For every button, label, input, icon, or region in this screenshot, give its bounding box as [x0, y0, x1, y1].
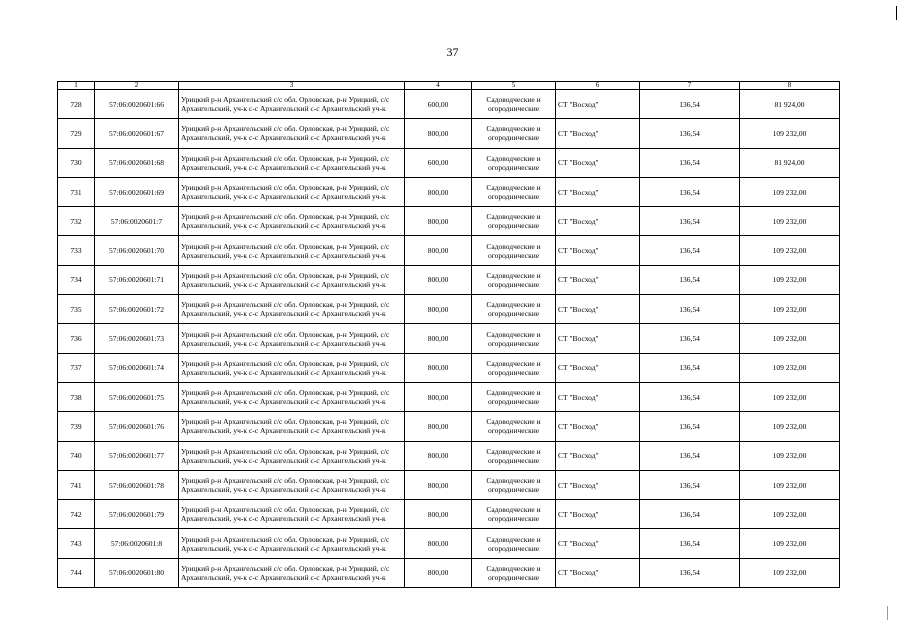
table-row — [58, 412, 840, 441]
area-cell: 800,00 — [405, 295, 472, 324]
owner-cell: СТ "Восход" — [556, 558, 640, 587]
area-cell: 800,00 — [405, 558, 472, 587]
area-cell: 800,00 — [405, 236, 472, 265]
cadastral-value-cell: 109 232,00 — [740, 207, 840, 236]
land-use-cell: Садоводческие и огороднические — [472, 177, 556, 206]
cadastral-rate-cell: 136,54 — [640, 382, 740, 411]
cadastral-rate-cell: 136,54 — [640, 500, 740, 529]
table-row — [58, 119, 840, 148]
area-cell: 800,00 — [405, 119, 472, 148]
area-cell: 800,00 — [405, 353, 472, 382]
table-row — [58, 90, 840, 119]
cadastral-rate-cell: 136,54 — [640, 470, 740, 499]
cadastral-value-cell: 109 232,00 — [740, 558, 840, 587]
owner-cell: СТ "Восход" — [556, 382, 640, 411]
cadastral-rate-cell: 136,54 — [640, 119, 740, 148]
cadastral-value-cell: 109 232,00 — [740, 500, 840, 529]
address-cell: Урицкий р-н Архангельский с/с обл. Орловская, р-н Урицкий, с/с Архангельский, уч-к с-с Архангельский с-с Архангельский уч-к — [179, 558, 405, 587]
cadastral-value-cell: 109 232,00 — [740, 441, 840, 470]
table-row — [58, 148, 840, 177]
cadastral-rate-cell: 136,54 — [640, 558, 740, 587]
cadastral-number-cell: 57:06:0020601:70 — [95, 236, 179, 265]
address-cell: Урицкий р-н Архангельский с/с обл. Орловская, р-н Урицкий, с/с Архангельский, уч-к с-с Архангельский с-с Архангельский уч-к — [179, 324, 405, 353]
land-use-cell: Садоводческие и огороднические — [472, 265, 556, 294]
owner-cell: СТ "Восход" — [556, 119, 640, 148]
cadastral-number-cell: 57:06:0020601:74 — [95, 353, 179, 382]
area-cell: 600,00 — [405, 90, 472, 119]
area-cell: 800,00 — [405, 265, 472, 294]
cadastral-rate-cell: 136,54 — [640, 441, 740, 470]
column-header: 6 — [556, 82, 640, 90]
cadastral-number-cell: 57:06:0020601:72 — [95, 295, 179, 324]
land-use-cell: Садоводческие и огороднические — [472, 353, 556, 382]
cadastral-number-cell: 57:06:0020601:73 — [95, 324, 179, 353]
cadastral-rate-cell: 136,54 — [640, 412, 740, 441]
row-number-cell: 737 — [58, 353, 95, 382]
area-cell: 800,00 — [405, 382, 472, 411]
table-row — [58, 353, 840, 382]
cadastral-number-cell: 57:06:0020601:8 — [95, 529, 179, 558]
address-cell: Урицкий р-н Архангельский с/с обл. Орловская, р-н Урицкий, с/с Архангельский, уч-к с-с Архангельский с-с Архангельский уч-к — [179, 353, 405, 382]
column-header: 3 — [179, 82, 405, 90]
cadastral-number-cell: 57:06:0020601:7 — [95, 207, 179, 236]
area-cell: 800,00 — [405, 529, 472, 558]
land-use-cell: Садоводческие и огороднические — [472, 470, 556, 499]
cadastral-value-cell: 109 232,00 — [740, 265, 840, 294]
land-use-cell: Садоводческие и огороднические — [472, 324, 556, 353]
area-cell: 600,00 — [405, 148, 472, 177]
cadastral-number-cell: 57:06:0020601:69 — [95, 177, 179, 206]
column-header: 2 — [95, 82, 179, 90]
land-use-cell: Садоводческие и огороднические — [472, 90, 556, 119]
cadastral-value-cell: 109 232,00 — [740, 324, 840, 353]
address-cell: Урицкий р-н Архангельский с/с обл. Орловская, р-н Урицкий, с/с Архангельский, уч-к с-с Архангельский с-с Архангельский уч-к — [179, 207, 405, 236]
row-number-cell: 744 — [58, 558, 95, 587]
land-use-cell: Садоводческие и огороднические — [472, 148, 556, 177]
cadastral-number-cell: 57:06:0020601:66 — [95, 90, 179, 119]
address-cell: Урицкий р-н Архангельский с/с обл. Орловская, р-н Урицкий, с/с Архангельский, уч-к с-с Архангельский с-с Архангельский уч-к — [179, 412, 405, 441]
row-number-cell: 739 — [58, 412, 95, 441]
owner-cell: СТ "Восход" — [556, 529, 640, 558]
address-cell: Урицкий р-н Архангельский с/с обл. Орловская, р-н Урицкий, с/с Архангельский, уч-к с-с Архангельский с-с Архангельский уч-к — [179, 470, 405, 499]
owner-cell: СТ "Восход" — [556, 207, 640, 236]
owner-cell: СТ "Восход" — [556, 177, 640, 206]
cadastral-number-cell: 57:06:0020601:77 — [95, 441, 179, 470]
scan-edge-mark — [896, 6, 897, 20]
area-cell: 800,00 — [405, 207, 472, 236]
row-number-cell: 743 — [58, 529, 95, 558]
owner-cell: СТ "Восход" — [556, 500, 640, 529]
area-cell: 800,00 — [405, 412, 472, 441]
column-header: 7 — [640, 82, 740, 90]
cadastral-value-cell: 109 232,00 — [740, 470, 840, 499]
land-use-cell: Садоводческие и огороднические — [472, 207, 556, 236]
cadastral-rate-cell: 136,54 — [640, 90, 740, 119]
owner-cell: СТ "Восход" — [556, 470, 640, 499]
cadastral-value-cell: 109 232,00 — [740, 236, 840, 265]
row-number-cell: 738 — [58, 382, 95, 411]
land-use-cell: Садоводческие и огороднические — [472, 441, 556, 470]
area-cell: 800,00 — [405, 470, 472, 499]
owner-cell: СТ "Восход" — [556, 265, 640, 294]
scan-faint-mark — [887, 606, 888, 620]
address-cell: Урицкий р-н Архангельский с/с обл. Орловская, р-н Урицкий, с/с Архангельский, уч-к с-с Архангельский с-с Архангельский уч-к — [179, 177, 405, 206]
row-number-cell: 729 — [58, 119, 95, 148]
owner-cell: СТ "Восход" — [556, 236, 640, 265]
area-cell: 800,00 — [405, 324, 472, 353]
table-row — [58, 295, 840, 324]
cadastral-rate-cell: 136,54 — [640, 529, 740, 558]
page-number: 37 — [446, 45, 459, 59]
address-cell: Урицкий р-н Архангельский с/с обл. Орловская, р-н Урицкий, с/с Архангельский, уч-к с-с Архангельский с-с Архангельский уч-к — [179, 148, 405, 177]
cadastral-rate-cell: 136,54 — [640, 295, 740, 324]
owner-cell: СТ "Восход" — [556, 441, 640, 470]
table-row — [58, 236, 840, 265]
table-row — [58, 207, 840, 236]
land-use-cell: Садоводческие и огороднические — [472, 295, 556, 324]
cadastral-rate-cell: 136,54 — [640, 353, 740, 382]
table-row — [58, 500, 840, 529]
land-registry-table — [57, 81, 840, 588]
area-cell: 800,00 — [405, 177, 472, 206]
owner-cell: СТ "Восход" — [556, 324, 640, 353]
table-row — [58, 265, 840, 294]
address-cell: Урицкий р-н Архангельский с/с обл. Орловская, р-н Урицкий, с/с Архангельский, уч-к с-с Архангельский с-с Архангельский уч-к — [179, 500, 405, 529]
table-row — [58, 470, 840, 499]
row-number-cell: 740 — [58, 441, 95, 470]
column-header: 8 — [740, 82, 840, 90]
cadastral-number-cell: 57:06:0020601:76 — [95, 412, 179, 441]
cadastral-number-cell: 57:06:0020601:79 — [95, 500, 179, 529]
row-number-cell: 732 — [58, 207, 95, 236]
owner-cell: СТ "Восход" — [556, 353, 640, 382]
row-number-cell: 731 — [58, 177, 95, 206]
owner-cell: СТ "Восход" — [556, 412, 640, 441]
address-cell: Урицкий р-н Архангельский с/с обл. Орловская, р-н Урицкий, с/с Архангельский, уч-к с-с Архангельский с-с Архангельский уч-к — [179, 119, 405, 148]
cadastral-rate-cell: 136,54 — [640, 265, 740, 294]
cadastral-value-cell: 81 924,00 — [740, 148, 840, 177]
owner-cell: СТ "Восход" — [556, 148, 640, 177]
address-cell: Урицкий р-н Архангельский с/с обл. Орловская, р-н Урицкий, с/с Архангельский, уч-к с-с Архангельский с-с Архангельский уч-к — [179, 295, 405, 324]
row-number-cell: 735 — [58, 295, 95, 324]
cadastral-number-cell: 57:06:0020601:67 — [95, 119, 179, 148]
column-number-header — [58, 82, 840, 90]
address-cell: Урицкий р-н Архангельский с/с обл. Орловская, р-н Урицкий, с/с Архангельский, уч-к с-с Архангельский с-с Архангельский уч-к — [179, 382, 405, 411]
table-body — [58, 90, 840, 588]
cadastral-number-cell: 57:06:0020601:78 — [95, 470, 179, 499]
cadastral-number-cell: 57:06:0020601:71 — [95, 265, 179, 294]
cadastral-value-cell: 109 232,00 — [740, 295, 840, 324]
cadastral-rate-cell: 136,54 — [640, 148, 740, 177]
address-cell: Урицкий р-н Архангельский с/с обл. Орловская, р-н Урицкий, с/с Архангельский, уч-к с-с Архангельский с-с Архангельский уч-к — [179, 529, 405, 558]
table-row — [58, 177, 840, 206]
row-number-cell: 730 — [58, 148, 95, 177]
row-number-cell: 728 — [58, 90, 95, 119]
cadastral-rate-cell: 136,54 — [640, 236, 740, 265]
land-use-cell: Садоводческие и огороднические — [472, 119, 556, 148]
land-use-cell: Садоводческие и огороднические — [472, 382, 556, 411]
table-row — [58, 558, 840, 587]
table-row — [58, 441, 840, 470]
table-row — [58, 382, 840, 411]
row-number-cell: 733 — [58, 236, 95, 265]
cadastral-value-cell: 109 232,00 — [740, 382, 840, 411]
cadastral-rate-cell: 136,54 — [640, 324, 740, 353]
land-use-cell: Садоводческие и огороднические — [472, 412, 556, 441]
cadastral-number-cell: 57:06:0020601:80 — [95, 558, 179, 587]
column-header: 5 — [472, 82, 556, 90]
owner-cell: СТ "Восход" — [556, 90, 640, 119]
cadastral-rate-cell: 136,54 — [640, 207, 740, 236]
area-cell: 800,00 — [405, 441, 472, 470]
row-number-cell: 734 — [58, 265, 95, 294]
row-number-cell: 742 — [58, 500, 95, 529]
cadastral-value-cell: 109 232,00 — [740, 119, 840, 148]
cadastral-value-cell: 109 232,00 — [740, 529, 840, 558]
table-row — [58, 324, 840, 353]
cadastral-value-cell: 109 232,00 — [740, 353, 840, 382]
cadastral-value-cell: 109 232,00 — [740, 412, 840, 441]
table-row — [58, 529, 840, 558]
area-cell: 800,00 — [405, 500, 472, 529]
cadastral-value-cell: 81 924,00 — [740, 90, 840, 119]
land-use-cell: Садоводческие и огороднические — [472, 236, 556, 265]
row-number-cell: 741 — [58, 470, 95, 499]
land-use-cell: Садоводческие и огороднические — [472, 558, 556, 587]
row-number-cell: 736 — [58, 324, 95, 353]
column-header: 4 — [405, 82, 472, 90]
address-cell: Урицкий р-н Архангельский с/с обл. Орловская, р-н Урицкий, с/с Архангельский, уч-к с-с Архангельский с-с Архангельский уч-к — [179, 90, 405, 119]
land-use-cell: Садоводческие и огороднические — [472, 500, 556, 529]
cadastral-number-cell: 57:06:0020601:68 — [95, 148, 179, 177]
address-cell: Урицкий р-н Архангельский с/с обл. Орловская, р-н Урицкий, с/с Архангельский, уч-к с-с Архангельский с-с Архангельский уч-к — [179, 441, 405, 470]
cadastral-number-cell: 57:06:0020601:75 — [95, 382, 179, 411]
land-use-cell: Садоводческие и огороднические — [472, 529, 556, 558]
address-cell: Урицкий р-н Архангельский с/с обл. Орловская, р-н Урицкий, с/с Архангельский, уч-к с-с Архангельский с-с Архангельский уч-к — [179, 265, 405, 294]
address-cell: Урицкий р-н Архангельский с/с обл. Орловская, р-н Урицкий, с/с Архангельский, уч-к с-с Архангельский с-с Архангельский уч-к — [179, 236, 405, 265]
cadastral-value-cell: 109 232,00 — [740, 177, 840, 206]
owner-cell: СТ "Восход" — [556, 295, 640, 324]
column-header: 1 — [58, 82, 95, 90]
cadastral-rate-cell: 136,54 — [640, 177, 740, 206]
